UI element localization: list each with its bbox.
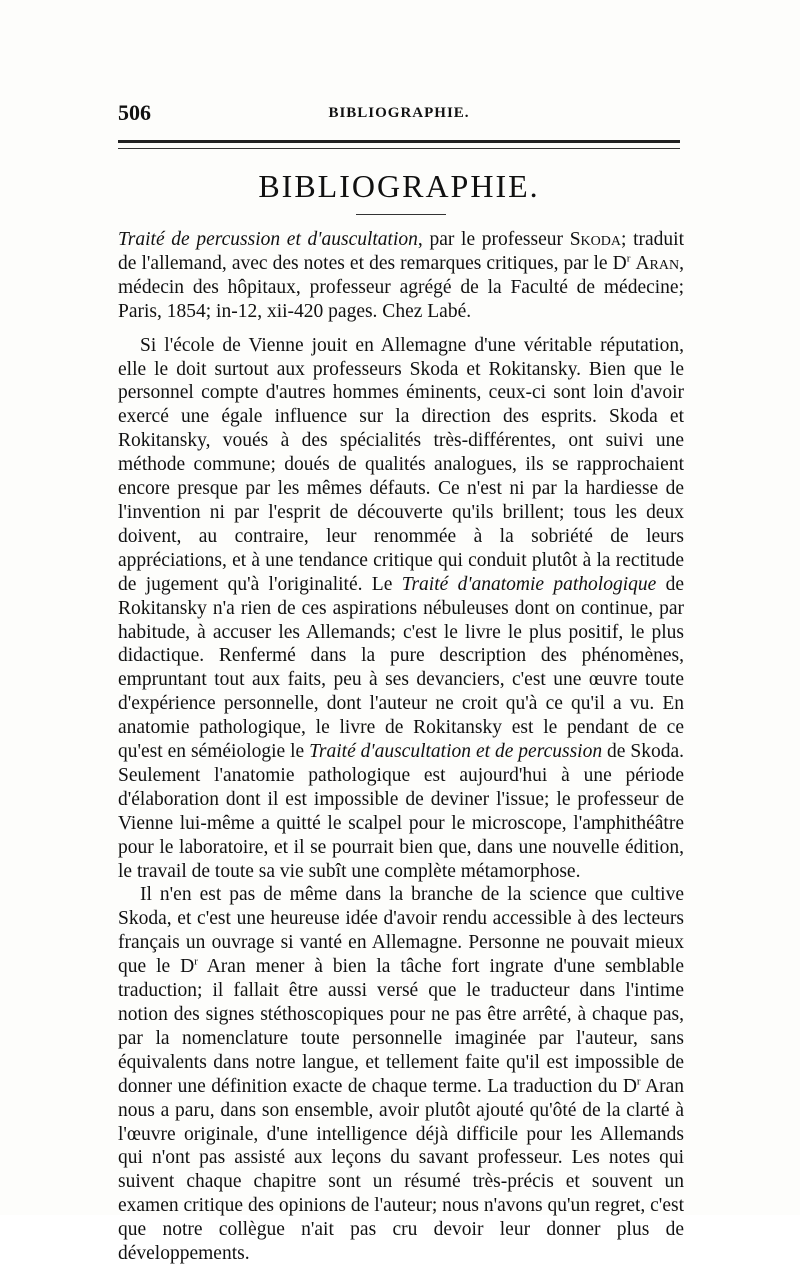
paragraph-2-text-3: Aran nous a paru, dans son ensemble, avoir plutôt ajouté qu'ôté de la clarté à l'œuvre originale, d'une intelligence déjà difficile pour les Allemands qui n'ont pas assisté aux leçons du savant professeur. Les notes qui suivent chaque chapitre sont un résumé très-précis et souvent un examen critique des opinions de l'auteur; nous n'avons qu'un regret, c'est que notre collègue n'ait pas cru devoir leur donner plus de développements. (118, 1075, 684, 1265)
citation-text-2: ; traduit de l'allemand, avec des notes et des remarques critiques, par le D (118, 229, 684, 274)
bibliographic-citation (118, 228, 684, 324)
citation-author: Skoda (569, 229, 621, 250)
paragraph-1-italic-1: Traité d'anatomie pathologique (401, 573, 657, 595)
running-header (118, 100, 680, 130)
citation-translator: Aran (635, 252, 680, 274)
page-number: 506 (118, 100, 151, 125)
paragraph-2 (118, 883, 684, 1266)
header-rule-thin (118, 148, 680, 149)
paragraph-1-italic-2: Traité d'auscultation et de percussion (309, 741, 603, 763)
header-rule-thick (118, 140, 680, 143)
paragraph-1-text-3: de Skoda. Seulement l'anatomie pathologique est aujourd'hui à une période d'élaboration dont il est impossible de deviner l'issue; le professeur de Vienne lui-même a quitté le scalpel pour le microscope, l'amphithéâtre pour le laboratoire, et il se pourrait bien que, dans une nouvelle édition, le travail de toute sa vie subît une complète métamorphose. (118, 741, 684, 882)
paragraph-1-text-2: de Rokitansky n'a rien de ces aspirations nébuleuses dont on continue, par habitude, à accuser les Allemands; c'est le livre le plus positif, le plus didactique. Renfermé dans la pure description des phénomènes, empruntant tout aux faits, peu à ses devanciers, c'est une œuvre toute d'expérience personnelle, dont l'auteur ne croit qu'à ce qu'il a vu. En anatomie pathologique, le livre de Rokitansky est le pendant de ce qu'est en séméiologie le (118, 573, 685, 763)
body-text (118, 228, 684, 1266)
citation-dr-superscript: r (626, 252, 631, 265)
paragraph-1 (118, 334, 684, 884)
section-heading: BIBLIOGRAPHIE. (258, 168, 540, 204)
citation-title: Traité de percussion et d'auscultation (118, 229, 418, 250)
heading-underline-rule (356, 214, 446, 215)
paragraph-2-dr-superscript-2: r (636, 1075, 641, 1088)
paragraph-2-dr-superscript-1: r (194, 955, 198, 968)
paragraph-2-text-2: Aran mener à bien la tâche fort ingrate d'une semblable traduction; il fallait être aussi versé que le traducteur dans l'intime notion des signes stéthoscopiques pour ne pas être arrêté, à chaque pas, par la nomenclature toute personnelle imaginée par l'auteur, sans équivalents dans notre langue, et tellement faite qu'il est impossible de donner une définition exacte de chaque terme. La traduction du D (118, 956, 684, 1097)
citation-text-1: , par le professeur (417, 229, 570, 250)
citation-text-4: , médecin des hôpitaux, professeur agrégé de la Faculté de médecine; Paris, 1854; in-12, xii-420 pages. Chez Labé. (118, 252, 684, 322)
running-title: BIBLIOGRAPHIE. (328, 105, 470, 121)
paragraph-1-text-1: Si l'école de Vienne jouit en Allemagne d'une véritable réputation, elle le doit surtout aux professeurs Skoda et Rokitansky. Bien que le personnel compte d'autres hommes éminents, ceux-ci sont loin d'avoir exercé une égale influence sur la direction des esprits. Skoda et Rokitansky, voués à des spécialités très-différentes, ont suivi une méthode commune; doués de qualités analogues, ils se rapprochaient encore presque par les mêmes défauts. Ce n'est ni par la hardiesse de l'invention ni par l'esprit de découverte qu'ils brillent; tous les deux doivent, au contraire, leur renommée à la sobriété de leurs appréciations, et à une tendance critique qui conduit plutôt à la rectitude de jugement qu'à l'originalité. Le (118, 334, 684, 595)
paragraph-2-text-1: Il n'en est pas de même dans la branche de la science que cultive Skoda, et c'est une heureuse idée d'avoir rendu accessible à des lecteurs français un ouvrage si vanté en Allemagne. Personne ne pouvait mieux que le D (118, 884, 684, 978)
